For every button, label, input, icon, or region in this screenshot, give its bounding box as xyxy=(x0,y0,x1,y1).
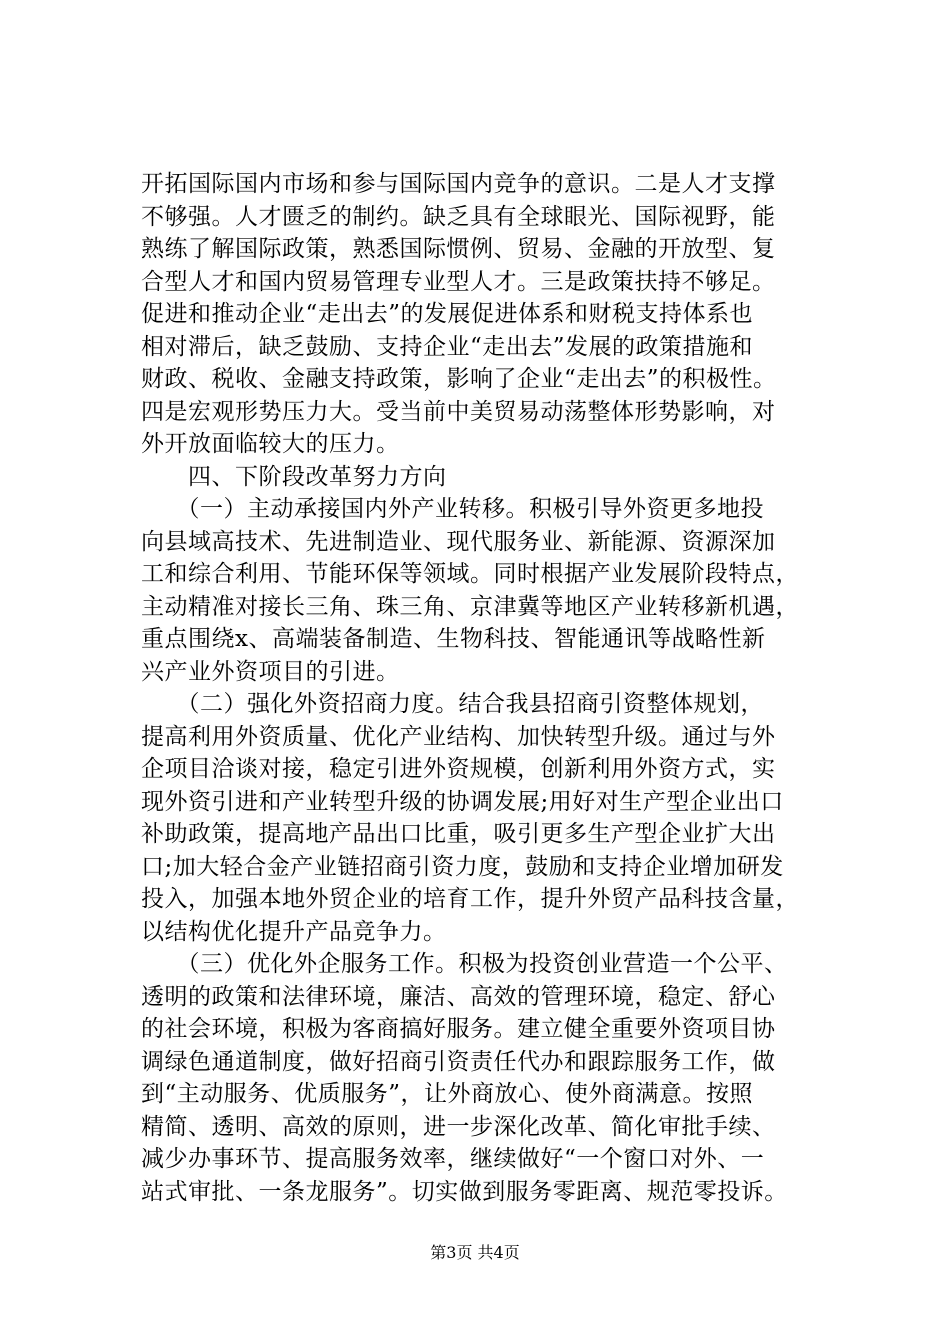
text-line: 不够强。人才匮乏的制约。缺乏具有全球眼光、国际视野，能 xyxy=(141,203,776,230)
text-line: 补助政策，提高地产品出口比重，吸引更多生产型企业扩大出 xyxy=(141,821,776,847)
text-line: 投入，加强本地外贸企业的培育工作，提升外贸产品科技含量， xyxy=(141,886,799,912)
text-line: 站式审批、一条龙服务”。切实做到服务零距离、规范零投诉。 xyxy=(141,1178,788,1205)
text-line: 开拓国际国内市场和参与国际国内竞争的意识。二是人才支撑 xyxy=(141,171,776,197)
text-line: 口;加大轻合金产业链招商引资力度，鼓励和支持企业增加研发 xyxy=(141,853,784,880)
text-line: 提高利用外资质量、优化产业结构、加快转型升级。通过与外 xyxy=(141,723,776,750)
text-line: 现外资引进和产业转型升级的协调发展;用好对生产型企业出口 xyxy=(141,788,784,815)
page-footer xyxy=(0,1243,950,1263)
text-line: 到“主动服务、优质服务”，让外商放心、使外商满意。按照 xyxy=(141,1081,754,1107)
page-number: 第3页 共4页 xyxy=(430,1243,520,1262)
text-line: 相对滞后，缺乏鼓励、支持企业“走出去”发展的政策措施和 xyxy=(141,333,754,360)
text-line: 的社会环境，积极为客商搞好服务。建立健全重要外资项目协 xyxy=(141,1016,776,1042)
text-line: 以结构优化提升产品竞争力。 xyxy=(141,918,447,945)
text-line: 促进和推动企业“走出去”的发展促进体系和财税支持体系也 xyxy=(141,301,754,327)
text-line: （三）优化外企服务工作。积极为投资创业营造一个公平、 xyxy=(141,951,788,977)
text-line: 调绿色通道制度，做好招商引资责任代办和跟踪服务工作，做 xyxy=(141,1048,776,1075)
text-line: 企项目洽谈对接，稳定引进外资规模，创新利用外资方式，实 xyxy=(141,756,776,782)
text-line: 四是宏观形势压力大。受当前中美贸易动荡整体形势影响，对 xyxy=(141,398,776,425)
text-line: 主动精准对接长三角、珠三角、京津冀等地区产业转移新机遇， xyxy=(141,593,799,620)
body-text xyxy=(141,168,841,1208)
text-line: 合型人才和国内贸易管理专业型人才。三是政策扶持不够足。 xyxy=(141,268,776,295)
text-line: 透明的政策和法律环境，廉洁、高效的管理环境，稳定、舒心 xyxy=(141,983,776,1010)
text-line: （二）强化外资招商力度。结合我县招商引资整体规划， xyxy=(141,691,764,717)
text-line: （一）主动承接国内外产业转移。积极引导外资更多地投 xyxy=(141,496,764,522)
text-line: 重点围绕x、高端装备制造、生物科技、智能通讯等战略性新 xyxy=(141,626,766,652)
section-heading: 四、下阶段改革努力方向 xyxy=(141,463,447,490)
text-line: 兴产业外资项目的引进。 xyxy=(141,658,400,685)
text-line: 外开放面临较大的压力。 xyxy=(141,431,400,457)
text-line: 精简、透明、高效的原则，进一步深化改革、简化审批手续、 xyxy=(141,1113,776,1140)
text-line: 工和综合利用、节能环保等领域。同时根据产业发展阶段特点， xyxy=(141,561,799,587)
text-line: 向县域高技术、先进制造业、现代服务业、新能源、资源深加 xyxy=(141,528,776,555)
text-line: 财政、税收、金融支持政策，影响了企业“走出去”的积极性。 xyxy=(141,366,777,392)
text-line: 减少办事环节、提高服务效率，继续做好“一个窗口对外、一 xyxy=(141,1146,765,1172)
text-line: 熟练了解国际政策，熟悉国际惯例、贸易、金融的开放型、复 xyxy=(141,236,776,262)
